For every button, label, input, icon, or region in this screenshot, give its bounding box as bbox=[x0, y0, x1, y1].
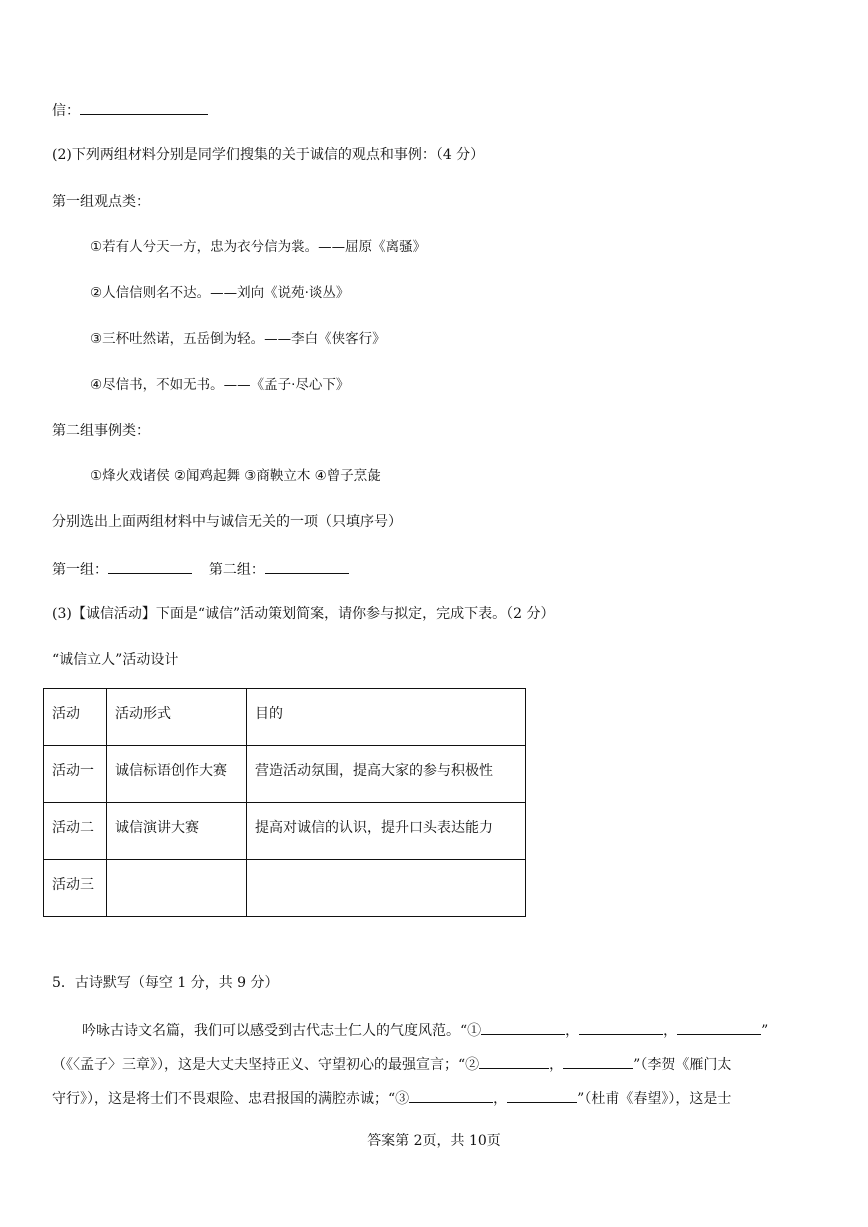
table-cell-empty[interactable] bbox=[107, 860, 247, 917]
poem-line-2: （《〈孟子〉三章》），这是大丈夫坚持正义、守望初心的最强宣言；“② ， ”（李贺《雁门太 bbox=[52, 1053, 731, 1075]
question-2-stem: (2)下列两组材料分别是同学们搜集的关于诚信的观点和事例：（4 分） bbox=[52, 147, 485, 163]
quote-1: ①若有人兮天一方，忠为衣兮信为裳。——屈原《离骚》 bbox=[90, 239, 427, 255]
group-answers bbox=[52, 558, 349, 580]
blank-1c[interactable] bbox=[677, 1019, 761, 1035]
table-cell: 活动二 bbox=[44, 803, 107, 860]
section-5-heading: 5．古诗默写（每空 1 分，共 9 分） bbox=[52, 975, 279, 991]
label-xin: 信： bbox=[52, 103, 80, 119]
table-cell: 诚信演讲大赛 bbox=[107, 803, 247, 860]
instruction-select: 分别选出上面两组材料中与诚信无关的一项（只填序号） bbox=[52, 514, 402, 530]
examples-list: ①烽火戏诸侯 ②闻鸡起舞 ③商鞅立木 ④曾子烹彘 bbox=[90, 468, 381, 484]
table-row bbox=[44, 803, 526, 860]
table-header-row bbox=[44, 689, 526, 746]
blank-2a[interactable] bbox=[479, 1053, 549, 1069]
page-footer: 答案第 2页，共 10页 bbox=[367, 1133, 501, 1149]
poem-line-1: 吟咏古诗文名篇，我们可以感受到古代志士仁人的气度风范。“① ， ， ” bbox=[82, 1019, 768, 1041]
blank-1b[interactable] bbox=[579, 1019, 663, 1035]
table-cell: 活动三 bbox=[44, 860, 107, 917]
poem-line-3: 守行》），这是将士们不畏艰险、忠君报国的满腔赤诚；“③ ， ”（杜甫《春望》），这是士 bbox=[52, 1087, 731, 1109]
table-cell: 提高对诚信的认识，提升口头表达能力 bbox=[247, 803, 526, 860]
group-1-heading: 第一组观点类： bbox=[52, 194, 150, 210]
quote-2: ②人信信则名不达。——刘向《说苑·谈丛》 bbox=[90, 285, 350, 301]
header-cell: 活动形式 bbox=[107, 689, 247, 746]
blank-3a[interactable] bbox=[409, 1087, 493, 1103]
question-3-stem: (3)【诚信活动】下面是“诚信”活动策划简案，请你参与拟定，完成下表。（2 分） bbox=[52, 606, 555, 622]
group-2-heading: 第二组事例类： bbox=[52, 423, 150, 439]
header-cell: 目的 bbox=[247, 689, 526, 746]
header-cell: 活动 bbox=[44, 689, 107, 746]
table-cell: 营造活动氛围，提高大家的参与积极性 bbox=[247, 746, 526, 803]
group-2-blank[interactable] bbox=[265, 558, 349, 574]
activity-table bbox=[43, 688, 526, 917]
table-cell: 活动一 bbox=[44, 746, 107, 803]
table-row bbox=[44, 860, 526, 917]
blank-2b[interactable] bbox=[563, 1053, 633, 1069]
table-row bbox=[44, 746, 526, 803]
blank-3b[interactable] bbox=[507, 1087, 577, 1103]
table-cell-empty[interactable] bbox=[247, 860, 526, 917]
blank-1a[interactable] bbox=[481, 1019, 565, 1035]
quote-3: ③三杯吐然诺，五岳倒为轻。——李白《侠客行》 bbox=[90, 331, 386, 347]
answer-blank[interactable] bbox=[80, 99, 208, 115]
table-cell: 诚信标语创作大赛 bbox=[107, 746, 247, 803]
quote-4: ④尽信书，不如无书。——《孟子·尽心下》 bbox=[90, 377, 350, 393]
answer-line-xin bbox=[52, 99, 208, 121]
group-1-label: 第一组： bbox=[52, 562, 108, 578]
group-1-blank[interactable] bbox=[108, 558, 192, 574]
table-caption: “诚信立人”活动设计 bbox=[52, 652, 179, 668]
group-2-label: 第二组： bbox=[208, 562, 265, 578]
